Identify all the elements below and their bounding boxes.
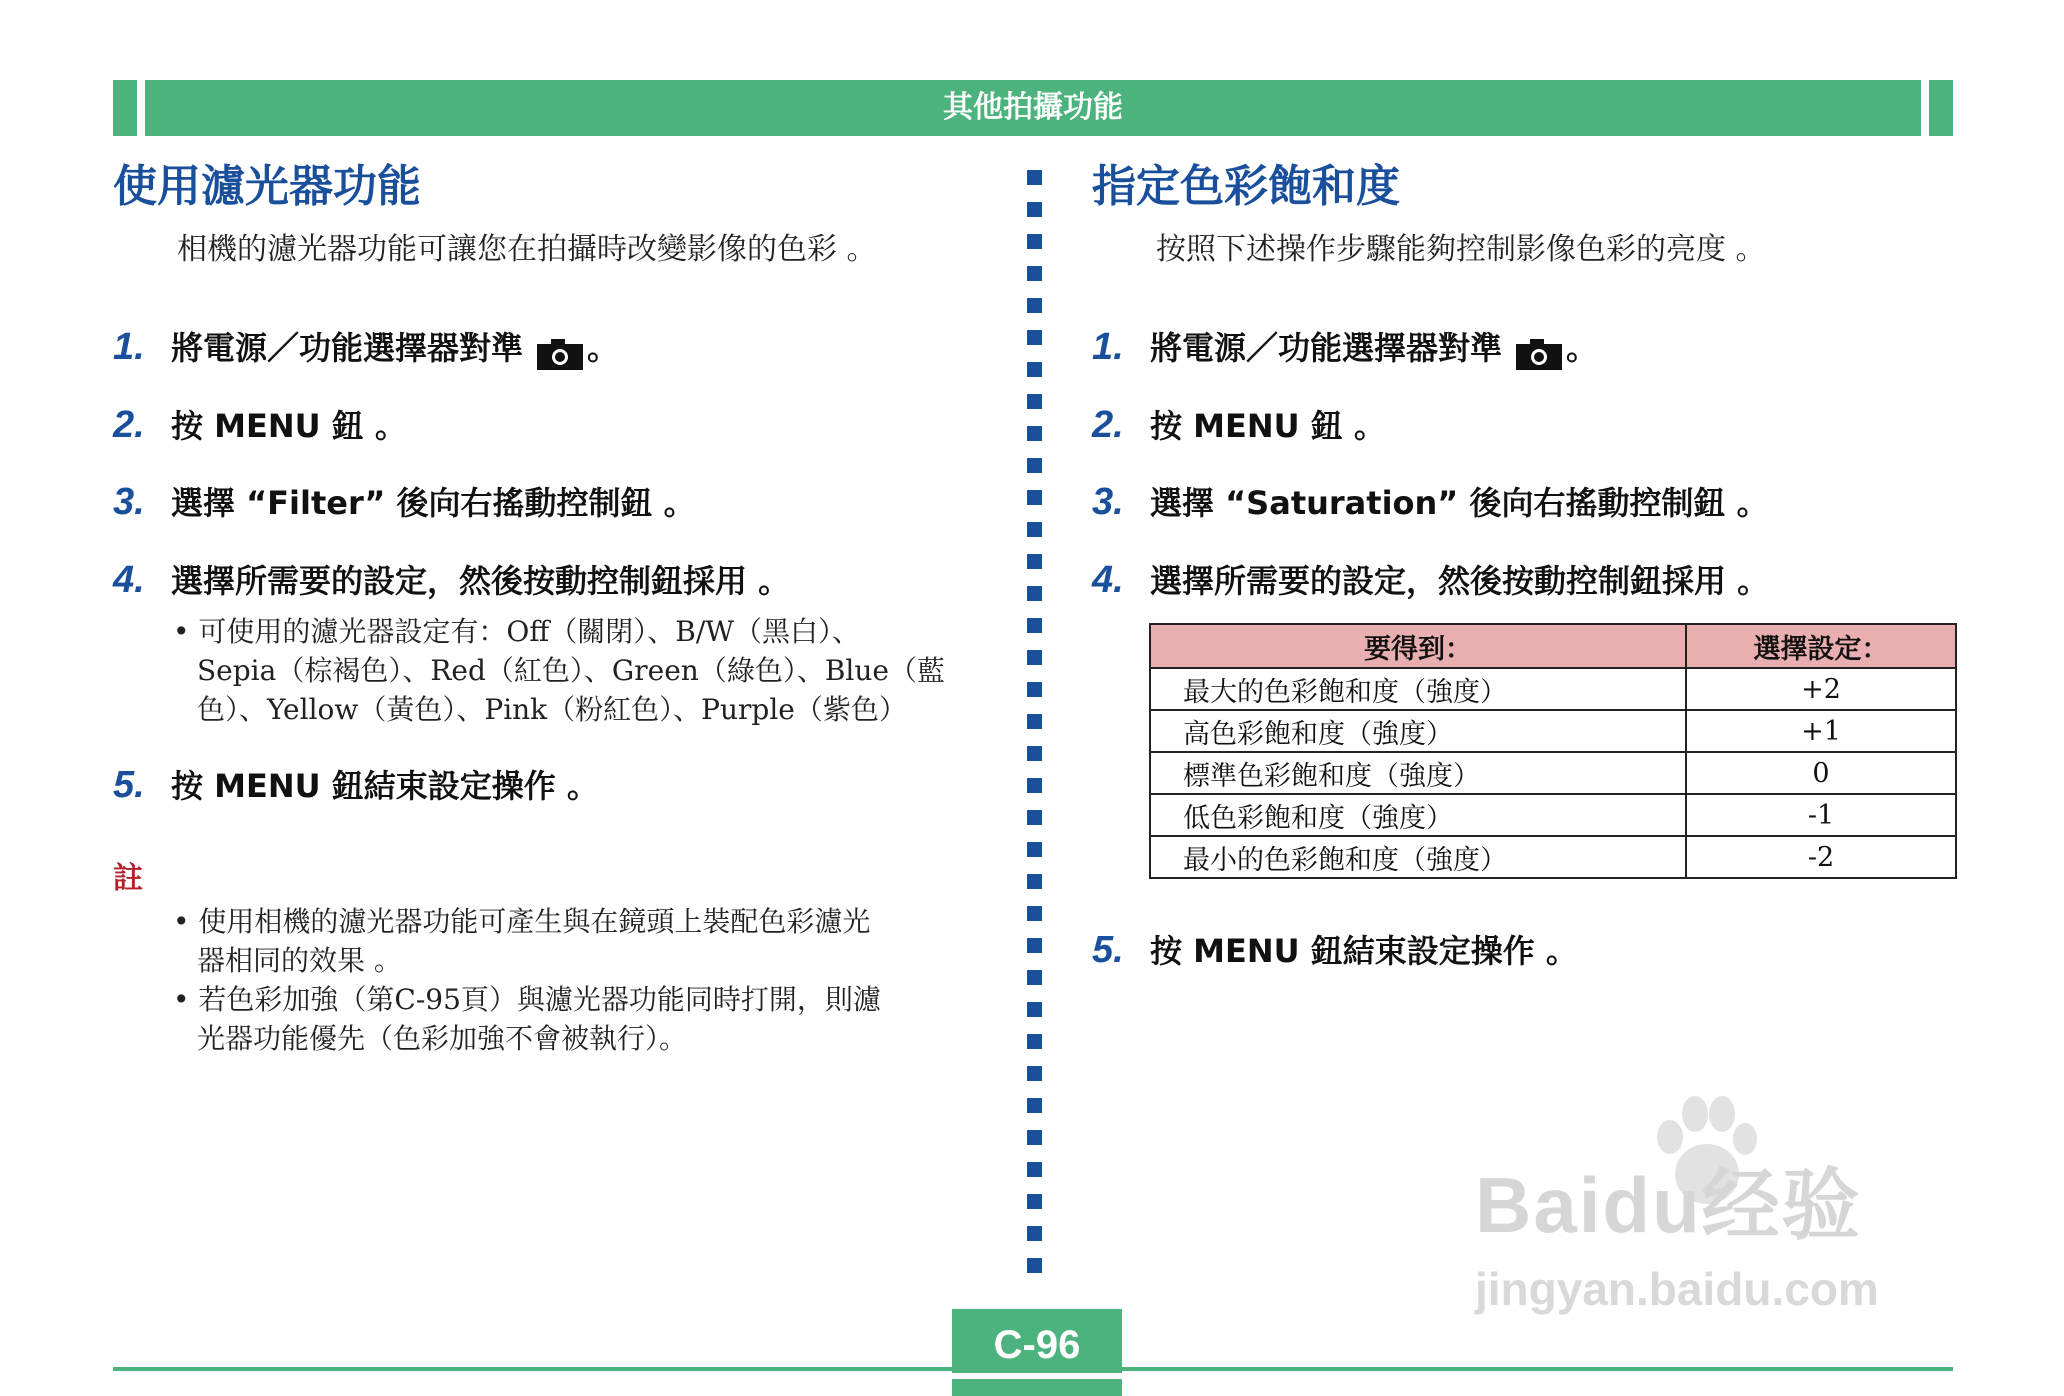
bullet-line: • 可使用的濾光器設定有：Off（關閉）、B/W（黑白）、 [173,615,861,648]
filter-section-title: 使用濾光器功能 [113,161,421,212]
right-column [1092,160,1972,971]
step-number: 3. [113,481,145,523]
step-suffix: 。 [587,329,620,367]
step-text: 選擇 “Saturation” 後向右搖動控制鈕 。 [1150,484,1769,522]
level-cell: 標準色彩飽和度（強度） [1150,752,1686,794]
table-row [1150,836,1956,878]
filter-options-list [173,612,945,729]
saturation-step-5 [1092,925,1578,975]
setting-cell: -1 [1686,794,1956,836]
step-number: 5. [113,764,145,806]
table-row [1150,752,1956,794]
step-number: 2. [113,404,145,446]
level-cell: 高色彩飽和度（強度） [1150,710,1686,752]
filter-step-5 [113,760,599,810]
level-cell: 最大的色彩飽和度（強度） [1150,668,1686,710]
step-text: 選擇 “Filter” 後向右搖動控制鈕 。 [171,484,696,522]
saturation-step-4 [1092,555,1769,605]
step-number: 4. [113,559,145,601]
table-row [1150,668,1956,710]
watermark-url: jingyan.baidu.com [1475,1263,1879,1315]
note-line: 光器功能優先（色彩加強不會被執行）。 [197,1022,688,1055]
saturation-intro: 按照下述操作步驟能夠控制影像色彩的亮度 。 [1156,232,1766,267]
table-row [1150,710,1956,752]
filter-step-1 [113,322,619,372]
filter-step-2 [113,400,407,450]
step-text: 按 MENU 鈕結束設定操作 。 [171,767,599,805]
note-label: 註 [113,861,143,896]
saturation-table [1149,623,1957,879]
step-number: 1. [113,326,145,368]
step-text: 按 MENU 鈕 。 [1150,407,1386,445]
saturation-section-title: 指定色彩飽和度 [1092,161,1400,212]
table-row [1150,794,1956,836]
column-divider [1027,170,1042,1286]
watermark-logo: Baidu经验 [1475,1161,1862,1249]
step-suffix: 。 [1566,329,1599,367]
table-header-row [1150,624,1956,668]
step-text: 按 MENU 鈕 。 [171,407,407,445]
step-text: 選擇所需要的設定，然後按動控制鈕採用 。 [171,562,791,600]
saturation-step-3 [1092,477,1769,527]
filter-step-4 [113,555,790,605]
table-header-cell: 要得到： [1150,624,1686,668]
step-text: 將電源／功能選擇器對準 [171,329,524,367]
setting-cell: -2 [1686,836,1956,878]
setting-cell: +2 [1686,668,1956,710]
bullet-line: 色）、Yellow（黃色）、Pink（粉紅色）、Purple（紫色） [197,693,907,726]
filter-intro: 相機的濾光器功能可讓您在拍攝時改變影像的色彩 。 [177,232,877,267]
bullet-line: Sepia（棕褐色）、Red（紅色）、Green（綠色）、Blue（藍 [197,654,945,687]
camera-mode-icon [537,334,583,366]
saturation-step-1 [1092,322,1598,372]
table-header-cell: 選擇設定： [1686,624,1956,668]
step-text: 將電源／功能選擇器對準 [1150,329,1503,367]
filter-step-3 [113,477,696,527]
note-list [173,902,881,1058]
step-text: 按 MENU 鈕結束設定操作 。 [1150,932,1578,970]
note-line: 器相同的效果 。 [197,944,402,977]
camera-mode-icon [1516,334,1562,366]
note-line: • 若色彩加強（第C-95頁）與濾光器功能同時打開，則濾 [173,983,881,1016]
step-number: 1. [1092,326,1124,368]
note-line: • 使用相機的濾光器功能可產生與在鏡頭上裝配色彩濾光 [173,905,871,938]
page-number: C-96 [952,1309,1122,1396]
saturation-step-2 [1092,400,1386,450]
level-cell: 低色彩飽和度（強度） [1150,794,1686,836]
setting-cell: 0 [1686,752,1956,794]
section-header: 其他拍攝功能 [113,80,1953,136]
level-cell: 最小的色彩飽和度（強度） [1150,836,1686,878]
step-number: 5. [1092,929,1124,971]
step-text: 選擇所需要的設定，然後按動控制鈕採用 。 [1150,562,1770,600]
step-number: 2. [1092,404,1124,446]
setting-cell: +1 [1686,710,1956,752]
step-number: 4. [1092,559,1124,601]
step-number: 3. [1092,481,1124,523]
left-column [113,160,993,1055]
